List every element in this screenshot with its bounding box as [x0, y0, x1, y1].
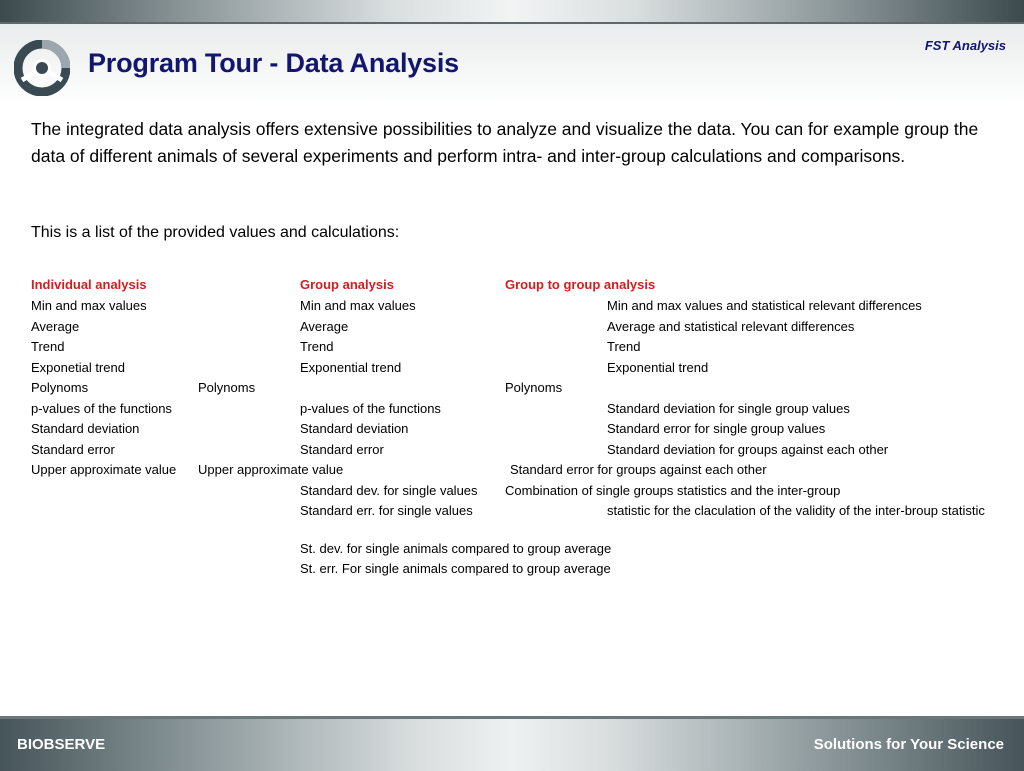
table-cell: statistic for the claculation of the validity of the inter-broup statistic: [607, 503, 985, 518]
table-cell: Standard err. for single values: [300, 503, 473, 518]
table-cell: Standard deviation for single group values: [607, 401, 850, 416]
intro-paragraph: The integrated data analysis offers extensive possibilities to analyze and visualize the data. You can for example group the data of different animals of several experiments and perform intra- and inter-group calculations and comparisons.: [31, 119, 979, 166]
table-cell: Standard error: [31, 442, 115, 457]
table-cell: Standard deviation: [300, 421, 409, 436]
table-cell: Polynoms: [31, 380, 89, 395]
table-cell: Standard dev. for single values: [300, 483, 478, 498]
column-header-group-to-group: Group to group analysis: [505, 277, 656, 292]
table-cell: Min and max values: [300, 298, 416, 313]
table-cell: Trend: [31, 339, 65, 354]
table-cell: Standard error for groups against each other: [510, 462, 767, 477]
table-cell: Exponential trend: [300, 360, 402, 375]
table-cell: Average: [300, 319, 349, 334]
column-header-group: Group analysis: [300, 277, 394, 292]
top-decorative-bar: [0, 0, 1024, 24]
table-cell: Standard error: [300, 442, 384, 457]
table-cell: Upper approximate value: [198, 462, 344, 477]
table-cell: Exponetial trend: [31, 360, 125, 375]
footer-brand: BIOBSERVE: [17, 736, 106, 753]
table-cell: Average and statistical relevant differences: [607, 319, 855, 334]
table-cell: Standard error for single group values: [607, 421, 826, 436]
table-cell: Polynoms: [505, 380, 563, 395]
table-cell: Average: [31, 319, 80, 334]
table-cell: St. err. For single animals compared to group average: [300, 561, 611, 576]
section-tag: FST Analysis: [924, 38, 1006, 53]
table-cell: Trend: [300, 339, 334, 354]
column-header-individual: Individual analysis: [31, 277, 147, 292]
biobserve-logo-icon: [14, 40, 70, 96]
table-cell: St. dev. for single animals compared to group average: [300, 541, 612, 556]
page-title: Program Tour - Data Analysis: [88, 48, 459, 78]
table-cell: Combination of single groups statistics and the inter-group: [505, 483, 841, 498]
table-cell: Standard deviation: [31, 421, 140, 436]
table-cell: Polynoms: [198, 380, 256, 395]
list-intro: This is a list of the provided values and calculations:: [31, 224, 400, 241]
table-cell: p-values of the functions: [31, 401, 172, 416]
table-cell: Standard deviation for groups against each other: [607, 442, 889, 457]
footer-slogan: Solutions for Your Science: [813, 736, 1004, 753]
table-cell: p-values of the functions: [300, 401, 441, 416]
table-cell: Min and max values and statistical relevant differences: [607, 298, 922, 313]
table-cell: Min and max values: [31, 298, 147, 313]
table-cell: Upper approximate value: [31, 462, 177, 477]
table-cell: Trend: [607, 339, 641, 354]
table-cell: Exponential trend: [607, 360, 709, 375]
